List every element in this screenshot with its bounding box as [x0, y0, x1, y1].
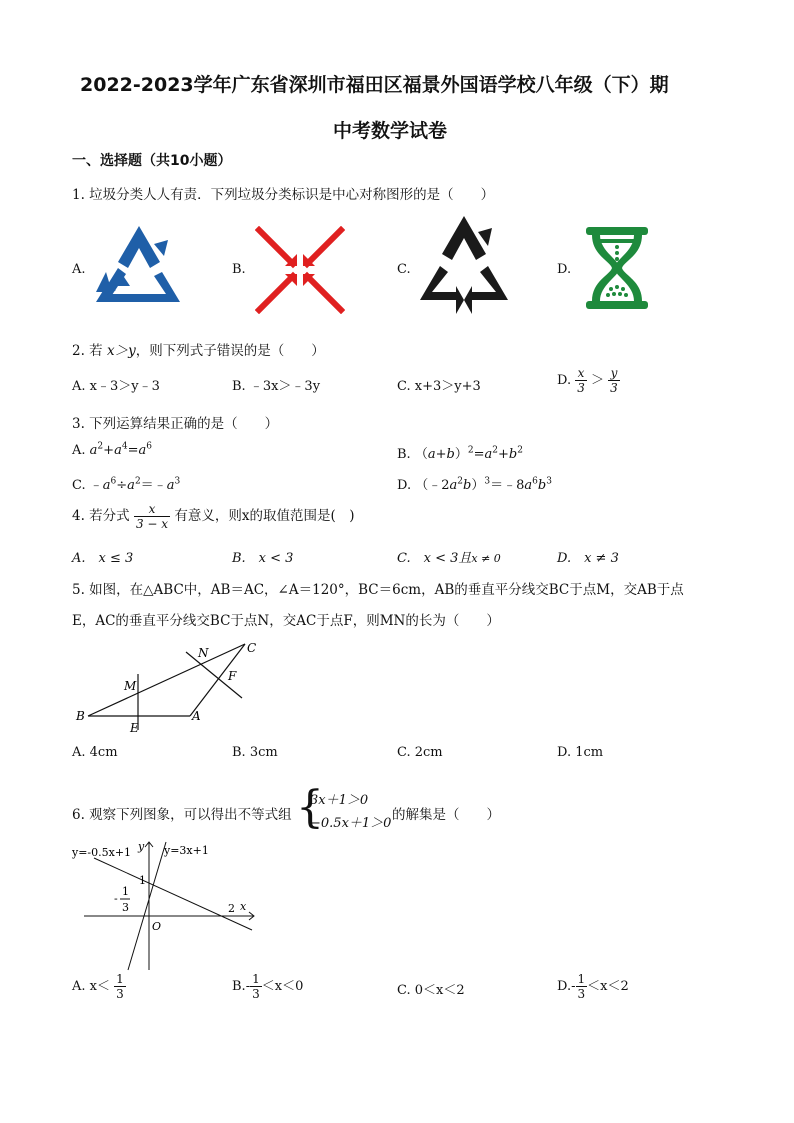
question-2-stem	[72, 339, 325, 359]
q6-option-d	[557, 972, 629, 1001]
x-axis-label: x	[240, 900, 247, 913]
q2-d-fraction-x	[575, 366, 587, 395]
q4-option-b: B. x < 3	[232, 551, 294, 566]
recycle-black-icon	[416, 214, 512, 318]
q3-option-d: D. $(﹣2a^2b)^3=﹣8a^6b^3$	[397, 476, 552, 493]
q2-option-d	[557, 366, 620, 395]
q5-option-d: D. 1cm	[557, 745, 604, 760]
q3-a-label: A.	[72, 443, 90, 458]
triangle-figure	[70, 636, 270, 736]
frac-numerator: y	[608, 366, 620, 381]
q4-option-d: D. x ≠ 3	[557, 551, 619, 566]
q4-stem-pre: 4. 若分式	[72, 508, 130, 524]
q5-option-b: B. 3cm	[232, 745, 278, 760]
label-m: M	[124, 679, 137, 693]
q2-stem-pre: 2. 若	[72, 343, 107, 359]
q2-stem-post: ，则下列式子错误的是（ ）	[135, 343, 325, 359]
q2-d-fraction-y	[608, 366, 620, 395]
frac-denominator: 3	[577, 381, 585, 395]
question-4-stem	[72, 502, 355, 531]
label-a: A	[192, 709, 201, 723]
line-graph-figure	[70, 838, 260, 978]
q6-a-text: x＜	[89, 979, 111, 994]
line-y-3x-plus-1	[128, 842, 166, 970]
label-e: E	[130, 721, 139, 735]
q5-option-c: C. 2cm	[397, 745, 443, 760]
frac-numerator: 1	[577, 972, 586, 986]
label-f: F	[228, 669, 237, 683]
x-intercept-label: 2	[228, 902, 235, 915]
segment-bc	[88, 644, 245, 716]
q2-stem-math: x＞y	[106, 343, 136, 359]
frac-numerator: 1	[116, 972, 124, 986]
frac-numerator: x	[575, 366, 587, 381]
q4-stem-post: 有意义，则x的取值范围是( )	[174, 508, 355, 524]
label-b: B	[76, 709, 85, 723]
q1-option-c-label: C.	[397, 262, 411, 277]
q6-a-fraction	[114, 972, 126, 1001]
q2-option-c: C. x+3＞y+3	[397, 379, 481, 394]
label-c: C	[247, 641, 257, 655]
recycle-blue-icon	[92, 222, 186, 308]
y-axis-label: y	[138, 840, 145, 853]
third-denominator: 3	[122, 901, 129, 914]
q6-system-eq1: 3x＋1＞0	[310, 793, 369, 808]
q6-d-label: D.	[557, 979, 572, 994]
red-arrows-cross-icon	[255, 226, 345, 314]
frac-numerator: x	[134, 502, 170, 517]
q3-option-c: C. $﹣a^6\div a^2=﹣a^3$	[72, 476, 181, 493]
q6-d-fraction	[576, 972, 588, 1001]
q1-option-d-label: D.	[557, 262, 572, 277]
q6-b-label: B.	[232, 979, 246, 994]
q2-d-operator: ＞	[591, 373, 605, 388]
question-5-line1: 5. 如图，在△ABC中，AB＝AC，∠A＝120°，BC＝6cm，AB的垂直平分线交BC于点M，交AB于点	[72, 582, 684, 598]
q3-c-label: C.	[72, 478, 90, 493]
question-3-stem: 3. 下列运算结果正确的是（ ）	[72, 416, 279, 432]
q3-option-a: A. $a^2+a^4=a^6$	[72, 441, 152, 458]
q1-option-b-label: B.	[232, 262, 246, 277]
q6-option-c: C. 0＜x＜2	[397, 983, 465, 998]
q6-b-fraction	[250, 972, 262, 1001]
q3-b-label: B.	[397, 447, 415, 462]
section-heading: 一、选择题（共10小题）	[72, 153, 232, 169]
q1-option-a-label: A.	[72, 262, 86, 277]
question-6-stem-post: 的解集是（ ）	[392, 807, 500, 823]
y-intercept-label: 1	[139, 874, 146, 887]
q6-a-label: A.	[72, 979, 86, 994]
q4-option-c	[397, 547, 501, 566]
frac-denominator: 3	[610, 381, 618, 395]
q6-b-sign: -	[245, 979, 251, 994]
label-n: N	[198, 646, 209, 660]
paper-title-line1: 2022-2023学年广东省深圳市福田区福景外国语学校八年级（下）期	[80, 74, 669, 96]
q2-option-a: A. x﹣3＞y﹣3	[72, 379, 160, 394]
frac-numerator: 1	[252, 972, 260, 986]
q3-option-b: B. $(a+b)^2=a^2+b^2$	[397, 445, 523, 462]
q4-c-pre: C. x < 3且	[397, 551, 472, 566]
frac-denominator: 3	[252, 987, 260, 1001]
frac-denominator: 3 − x	[135, 517, 169, 531]
question-1-stem: 1. 垃圾分类人人有责．下列垃圾分类标识是中心对称图形的是（ ）	[72, 187, 495, 203]
q2-option-d-label: D.	[557, 373, 572, 388]
system-brace: {	[296, 782, 324, 833]
q5-option-a: A. 4cm	[72, 745, 118, 760]
q6-option-a	[72, 972, 126, 1001]
line1-label: y=-0.5x+1	[72, 846, 132, 859]
q3-d-label: D.	[397, 478, 416, 493]
q6-b-text: ＜x＜0	[261, 979, 304, 994]
frac-denominator: 3	[577, 987, 586, 1001]
q2-option-b: B. ﹣3x＞﹣3y	[232, 379, 321, 394]
q6-system-eq2: −0.5x＋1＞0	[310, 816, 392, 831]
third-numerator: 1	[122, 885, 129, 898]
origin-label: O	[152, 920, 162, 933]
q6-d-sign: -	[571, 979, 576, 994]
frac-denominator: 3	[116, 987, 124, 1001]
q4-option-a: A. x ≤ 3	[72, 551, 134, 566]
paper-title-line2: 中考数学试卷	[333, 120, 448, 142]
question-6-stem-pre: 6. 观察下列图象，可以得出不等式组	[72, 807, 292, 823]
question-5-line2: E，AC的垂直平分线交BC于点N，交AC于点F，则MN的长为（ ）	[72, 613, 500, 629]
q6-option-b	[232, 972, 303, 1001]
q4-fraction	[134, 502, 170, 531]
green-hourglass-icon	[584, 225, 650, 311]
line2-label: y=3x+1	[164, 844, 209, 857]
q4-c-math: x ≠ 0	[471, 552, 501, 565]
neg-third-sign: -	[114, 892, 118, 905]
q6-d-text: ＜x＜2	[587, 979, 629, 994]
